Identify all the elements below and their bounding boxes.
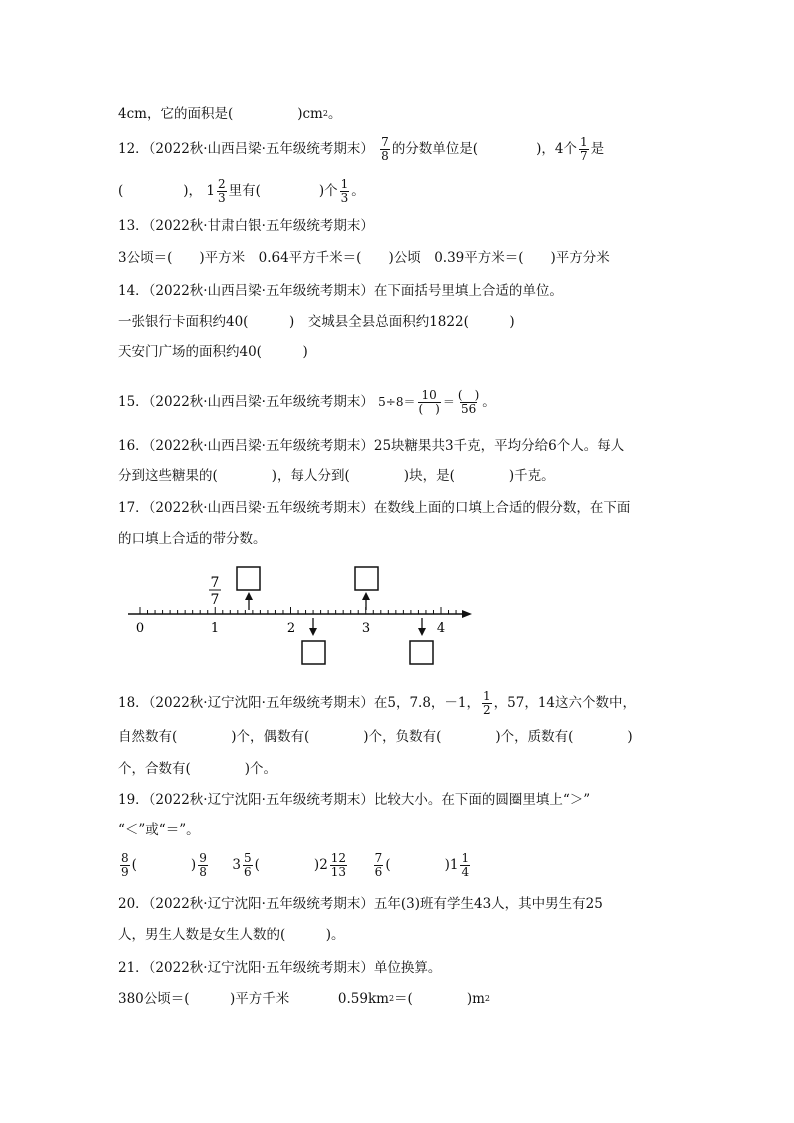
fraction: $\frac{7}{8}$ — [381, 135, 389, 163]
fraction: $\frac{9}{8}$ — [199, 851, 207, 879]
q16-line1: 16．（2022秋·山西吕梁·五年级统考期末）25块糖果共3千克，平均分给6个人。每人 — [118, 438, 625, 454]
q15-line: 15．（2022秋·山西吕梁·五年级统考期末） 5÷8＝ 10 ( ) ＝ ( ) 56 。 — [118, 388, 496, 416]
q14-line2: 天安门广场的面积约40( ) — [118, 344, 308, 360]
q19-compare-row: $\frac{8}{9}$ ( ) $\frac{9}{8}$ 3 $\frac{5}{6}$ ( )2 $\frac{12}{13}$ $\frac{7}{6}$ ( )1 $\frac{1}{4}$ — [121, 851, 470, 879]
fraction: $\frac{7}{6}$ — [374, 851, 383, 879]
frac-label-den: 7 — [210, 592, 220, 608]
q11-line: 4cm，它的面积是( )$cm^2$。 — [118, 106, 342, 122]
q21-line: 380公顷＝( )平方千米 $0.59km^2=$( )$m^2$ — [118, 991, 490, 1007]
q20-line1: 20．（2022秋·辽宁沈阳·五年级统考期末）五年(3)班有学生43人，其中男生有25 — [118, 896, 603, 912]
q18-line1: 18．（2022秋·辽宁沈阳·五年级统考期末）在5，7.8，－1， $\frac{1}{2}$ ，57，14这六个数中， — [118, 689, 637, 717]
q17-line2: 的口填上合适的带分数。 — [118, 531, 267, 547]
answer-box-bottom-2 — [410, 641, 433, 664]
fraction: $\frac{5}{6}$ — [244, 851, 252, 879]
frac-label-num: 7 — [210, 575, 220, 591]
answer-box-bottom-1 — [302, 641, 325, 664]
tick-label-3: 3 — [361, 621, 371, 636]
fraction: $\frac{1}{4}$ — [461, 851, 470, 879]
q14-line1: 一张银行卡面积约40( ) 交城县全县总面积约1822( ) — [118, 314, 515, 330]
tick-label-0: 0 — [135, 621, 145, 636]
q12-line2: ( )， 1 $\frac{2}{3}$ 里有( )个 $\frac{1}{3}$ 。 — [118, 177, 365, 205]
fraction: $\frac{1}{3}$ — [340, 177, 349, 205]
axis-arrow — [462, 610, 472, 618]
q18-line3: 个，合数有( )个。 — [118, 761, 278, 777]
number-line-diagram — [120, 560, 480, 670]
q12-line1: 12．（2022秋·山西吕梁·五年级统考期末） $\frac{7}{8}$ 的分数单位是( )，4个 $\frac{1}{7}$ 是 — [118, 135, 605, 163]
q19-line1: 19．（2022秋·辽宁沈阳·五年级统考期末）比较大小。在下面的圆圈里填上“＞” — [118, 792, 591, 808]
fraction: $\frac{8}{9}$ — [121, 851, 129, 879]
fraction: ( ) 56 — [457, 388, 480, 416]
fraction: $\frac{1}{2}$ — [483, 689, 491, 717]
q20-line2: 人，男生人数是女生人数的( )。 — [118, 927, 345, 943]
fraction: $\frac{12}{13}$ — [330, 851, 347, 879]
q19-line2: “＜”或“＝”。 — [118, 822, 200, 838]
tick-label-4: 4 — [436, 621, 446, 636]
fraction: $\frac{1}{7}$ — [579, 135, 588, 163]
q13-head: 13．（2022秋·甘肃白银·五年级统考期末） — [118, 218, 374, 234]
mixed-fraction: $\frac{2}{3}$ — [217, 177, 226, 205]
q21-head: 21．（2022秋·辽宁沈阳·五年级统考期末）单位换算。 — [118, 960, 442, 976]
q18-line2: 自然数有( )个，偶数有( )个，负数有( )个，质数有( ) — [118, 729, 633, 745]
tick-marks — [140, 607, 456, 614]
question-head: 12．（2022秋·山西吕梁·五年级统考期末） — [118, 141, 374, 157]
q13-line: 3公顷＝( )平方米 0.64平方千米＝( )公顷 0.39平方米＝( )平方分米 — [118, 250, 610, 266]
arrow-down-1-head — [309, 628, 317, 636]
answer-box-top-1 — [237, 567, 260, 590]
fraction: 10 ( ) — [418, 388, 440, 416]
q17-line1: 17．（2022秋·山西吕梁·五年级统考期末）在数线上面的口填上合适的假分数，在下面 — [118, 500, 631, 516]
arrow-up-1-head — [245, 592, 253, 600]
answer-box-top-2 — [355, 567, 378, 590]
tick-label-1: 1 — [210, 621, 220, 636]
arrow-down-2-head — [418, 628, 426, 636]
arrow-up-2-head — [362, 592, 370, 600]
tick-label-2: 2 — [286, 621, 296, 636]
q14-head: 14．（2022秋·山西吕梁·五年级统考期末）在下面括号里填上合适的单位。 — [118, 283, 563, 299]
q16-line2: 分到这些糖果的( )，每人分到( )块，是( )千克。 — [118, 468, 555, 484]
